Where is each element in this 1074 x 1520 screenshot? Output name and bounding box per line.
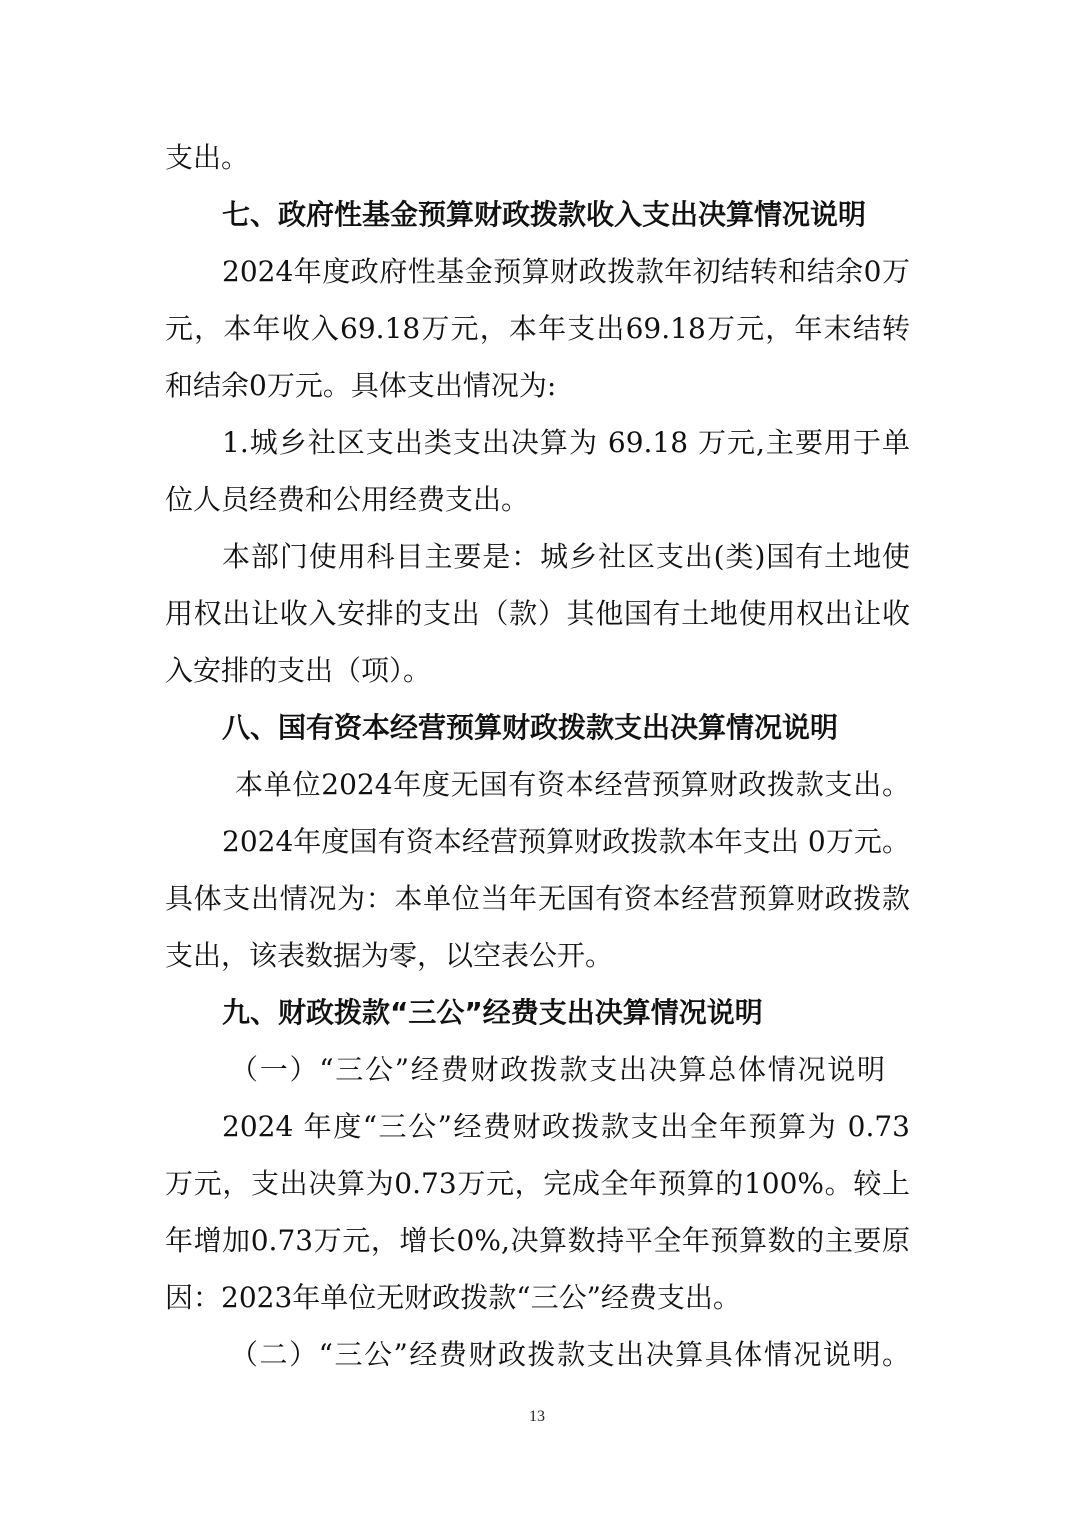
text-line: 本部门使用科目主要是：城乡社区支出(类)国有土地使 bbox=[222, 540, 910, 573]
text-line: 1.城乡社区支出类支出决算为 69.18 万元,主要用于单 bbox=[222, 426, 910, 459]
text-line: 支出，该表数据为零，以空表公开。 bbox=[165, 939, 614, 972]
text-line: 位人员经费和公用经费支出。 bbox=[165, 483, 530, 516]
text-line: 入安排的支出（项）。 bbox=[165, 654, 432, 687]
text-line: 元，本年收入69.18万元，本年支出69.18万元，年末结转 bbox=[165, 312, 910, 345]
subsection-heading-2: （二）“三公”经费财政拨款支出决算具体情况说明。 bbox=[230, 1338, 910, 1371]
section-heading-9: 九、财政拨款“三公”经费支出决算情况说明 bbox=[222, 996, 763, 1029]
text-line: 和结余0万元。具体支出情况为: bbox=[165, 369, 557, 402]
text-line: 2024 年度“三公”经费财政拨款支出全年预算为 0.73 bbox=[222, 1110, 910, 1143]
text-line: 本单位2024年度无国有资本经营预算财政拨款支出。 bbox=[235, 768, 910, 801]
text-line: 2024年度国有资本经营预算财政拨款本年支出 0万元。 bbox=[222, 825, 910, 858]
text-line: 支出。 bbox=[165, 141, 250, 174]
section-heading-8: 八、国有资本经营预算财政拨款支出决算情况说明 bbox=[222, 711, 839, 744]
subsection-heading-1: （一）“三公”经费财政拨款支出决算总体情况说明 bbox=[230, 1053, 885, 1086]
page-number: 13 bbox=[529, 1408, 545, 1425]
text-line: 用权出让收入安排的支出（款）其他国有土地使用权出让收 bbox=[165, 597, 910, 630]
text-line: 万元，支出决算为0.73万元，完成全年预算的100%。较上 bbox=[165, 1167, 910, 1200]
text-line: 具体支出情况为：本单位当年无国有资本经营预算财政拨款 bbox=[165, 882, 910, 915]
text-line: 年增加0.73万元，增长0%,决算数持平全年预算数的主要原 bbox=[165, 1224, 910, 1257]
section-heading-7: 七、政府性基金预算财政拨款收入支出决算情况说明 bbox=[222, 198, 867, 231]
text-line: 因：2023年单位无财政拨款“三公”经费支出。 bbox=[165, 1281, 741, 1314]
text-line: 2024年度政府性基金预算财政拨款年初结转和结余0万 bbox=[222, 255, 910, 288]
